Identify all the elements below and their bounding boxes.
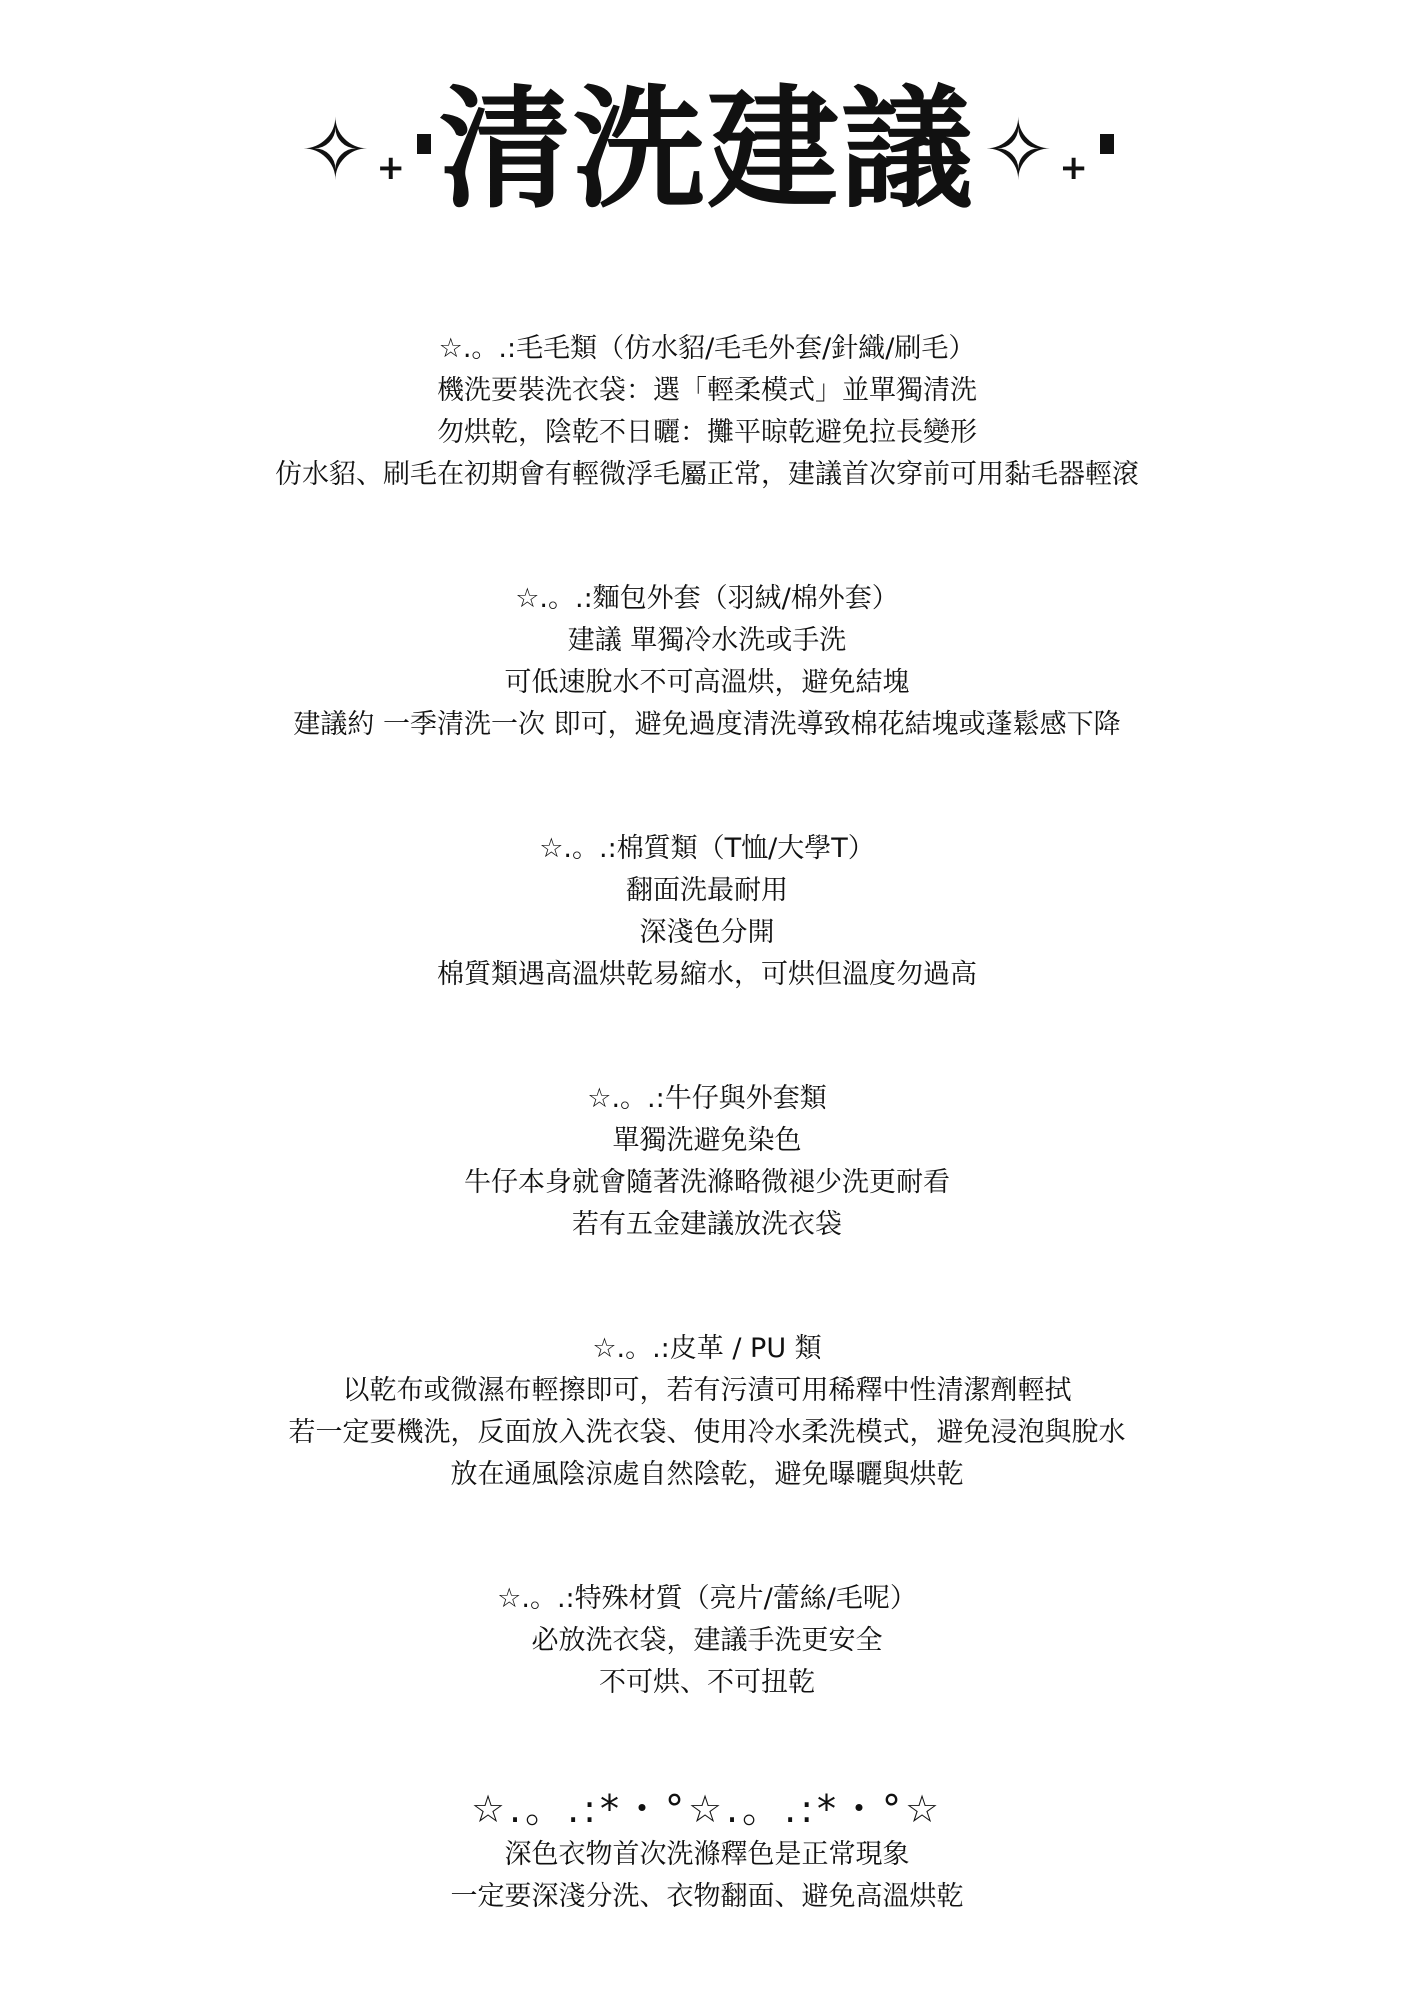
section-line: 放在通風陰涼處自然陰乾，避免曝曬與烘乾 <box>450 1459 964 1490</box>
title-deco-left <box>300 101 431 199</box>
section-line: 若有五金建議放洗衣袋 <box>572 1209 842 1240</box>
section-line: 深淺色分開 <box>639 917 775 948</box>
footer-line: 深色衣物首次洗滌釋色是正常現象 <box>504 1839 910 1870</box>
section-line: 不可烘、不可扭乾 <box>599 1667 815 1698</box>
title-row <box>0 70 1414 230</box>
footer-line: 一定要深淺分洗、衣物翻面、避免高溫烘乾 <box>450 1881 964 1912</box>
section-line: 機洗要裝洗衣袋：選「輕柔模式」並單獨清洗 <box>437 375 977 406</box>
section-special <box>0 1578 1414 1704</box>
footer <box>0 1784 1414 1918</box>
section-heading: ☆.。.:皮革 / PU 類 <box>592 1333 822 1364</box>
square-dot-icon <box>1100 134 1114 154</box>
square-dot-icon <box>417 134 431 154</box>
footer-star-decoration: ☆.。.:*・°☆.。.:*・°☆ <box>470 1787 944 1831</box>
section-line: 建議約 一季清洗一次 即可，避免過度清洗導致棉花結塊或蓬鬆感下降 <box>293 709 1121 740</box>
section-leather <box>0 1328 1414 1496</box>
section-denim <box>0 1078 1414 1246</box>
plus-icon: + <box>376 148 405 188</box>
sparkle-icon: ✧ <box>300 101 371 199</box>
section-line: 以乾布或微濕布輕擦即可，若有污漬可用稀釋中性清潔劑輕拭 <box>342 1375 1072 1406</box>
page-title: 清洗建議 <box>439 73 975 227</box>
section-heading: ☆.。.:棉質類（T恤/大學T） <box>539 833 875 864</box>
sparkle-icon: ✧ <box>983 101 1054 199</box>
section-line: 必放洗衣袋，建議手洗更安全 <box>531 1625 883 1656</box>
section-cotton <box>0 828 1414 996</box>
section-line: 牛仔本身就會隨著洗滌略微褪少洗更耐看 <box>464 1167 950 1198</box>
plus-icon: + <box>1059 148 1088 188</box>
section-heading: ☆.。.:特殊材質（亮片/蕾絲/毛呢） <box>497 1583 917 1614</box>
section-puffer <box>0 578 1414 746</box>
section-line: 可低速脫水不可高溫烘，避免結塊 <box>504 667 910 698</box>
section-line: 建議 單獨冷水洗或手洗 <box>567 625 847 656</box>
section-heading: ☆.。.:牛仔與外套類 <box>587 1083 827 1114</box>
section-line: 若一定要機洗，反面放入洗衣袋、使用冷水柔洗模式，避免浸泡與脫水 <box>288 1417 1126 1448</box>
section-line: 翻面洗最耐用 <box>626 875 788 906</box>
section-fur <box>0 328 1414 496</box>
section-line: 單獨洗避免染色 <box>612 1125 802 1156</box>
section-line: 棉質類遇高溫烘乾易縮水，可烘但溫度勿過高 <box>437 959 977 990</box>
section-line: 仿水貂、刷毛在初期會有輕微浮毛屬正常，建議首次穿前可用黏毛器輕滾 <box>275 459 1139 490</box>
title-deco-right <box>983 101 1114 199</box>
section-heading: ☆.。.:麵包外套（羽絨/棉外套） <box>515 583 899 614</box>
section-line: 勿烘乾，陰乾不日曬：攤平晾乾避免拉長變形 <box>437 417 977 448</box>
section-heading: ☆.。.:毛毛類（仿水貂/毛毛外套/針織/刷毛） <box>438 333 976 364</box>
